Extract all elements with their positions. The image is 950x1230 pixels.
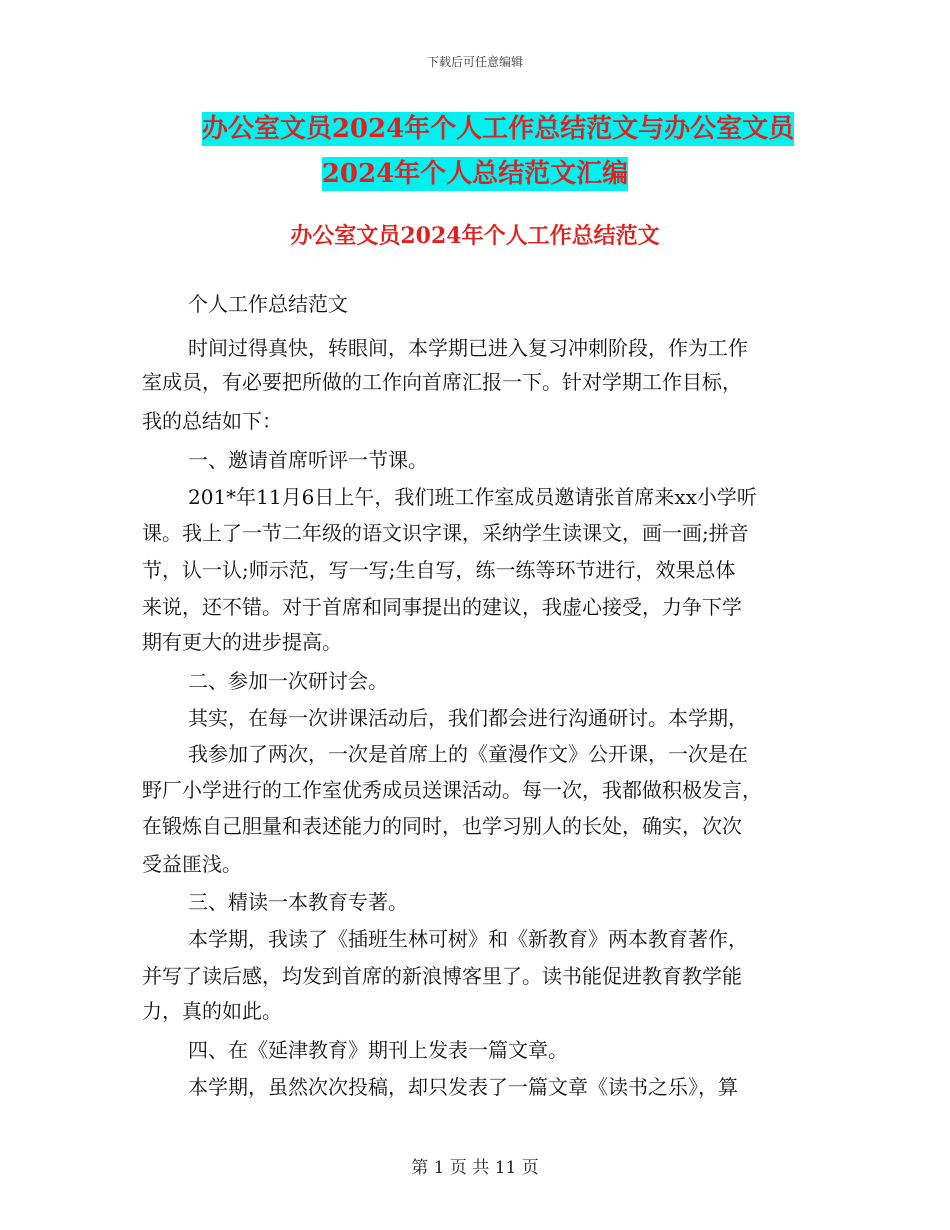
body-line: 野厂小学进行的工作室优秀成员送课活动。每一次，我都做积极发言，: [142, 778, 762, 802]
body-line: 个人工作总结范文: [188, 292, 348, 316]
body-line: 力，真的如此。: [142, 999, 282, 1023]
body-line: 受益匪浅。: [142, 852, 242, 876]
body-line: 本学期，虽然次次投稿，却只发表了一篇文章《读书之乐》，算: [188, 1075, 738, 1099]
title-highlight-2: 2024年个人总结范文汇编: [321, 159, 629, 189]
body-line: 四、在《延津教育》期刊上发表一篇文章。: [188, 1038, 568, 1062]
document-title-line-1: [0, 109, 950, 149]
body-line: 三、精读一本教育专著。: [188, 890, 408, 914]
page-footer: 第 1 页 共 11 页: [411, 1158, 539, 1178]
title-highlight-1: 办公室文员2024年个人工作总结范文与办公室文员: [201, 114, 795, 144]
body-line: 201*年11月6日上午，我们班工作室成员邀请张首席来xx小学听: [188, 485, 757, 509]
body-line: 本学期，我读了《插班生林可树》和《新教育》两本教育著作，: [188, 927, 748, 951]
body-line: 期有更大的进步提高。: [142, 630, 342, 654]
body-line: 时间过得真快，转眼间，本学期已进入复习冲刺阶段，作为工作: [188, 336, 748, 360]
body-line: 来说，还不错。对于首席和同事提出的建议，我虚心接受，力争下学: [142, 595, 742, 619]
body-line: 一、邀请首席听评一节课。: [188, 448, 428, 472]
body-line: 并写了读后感，均发到首席的新浪博客里了。读书能促进教育教学能: [142, 964, 742, 988]
section-title: 办公室文员2024年个人工作总结范文: [290, 223, 660, 249]
body-line: 我的总结如下：: [142, 409, 282, 433]
body-line: 室成员，有必要把所做的工作向首席汇报一下。针对学期工作目标，: [142, 370, 742, 394]
body-line: 课。我上了一节二年级的语文识字课，采纳学生读课文，画一画;拼音: [142, 521, 749, 545]
body-line: 在锻炼自己胆量和表述能力的同时，也学习别人的长处，确实，次次: [142, 814, 742, 838]
body-line: 其实，在每一次讲课活动后，我们都会进行沟通研讨。本学期，: [188, 706, 748, 730]
body-line: 节，认一认;师示范，写一写;生自写，练一练等环节进行，效果总体: [142, 558, 736, 582]
body-line: 我参加了两次，一次是首席上的《童漫作文》公开课，一次是在: [188, 742, 748, 766]
body-line: 二、参加一次研讨会。: [188, 669, 388, 693]
header-note: 下载后可任意编辑: [426, 55, 523, 69]
document-title-line-2: [0, 154, 950, 194]
